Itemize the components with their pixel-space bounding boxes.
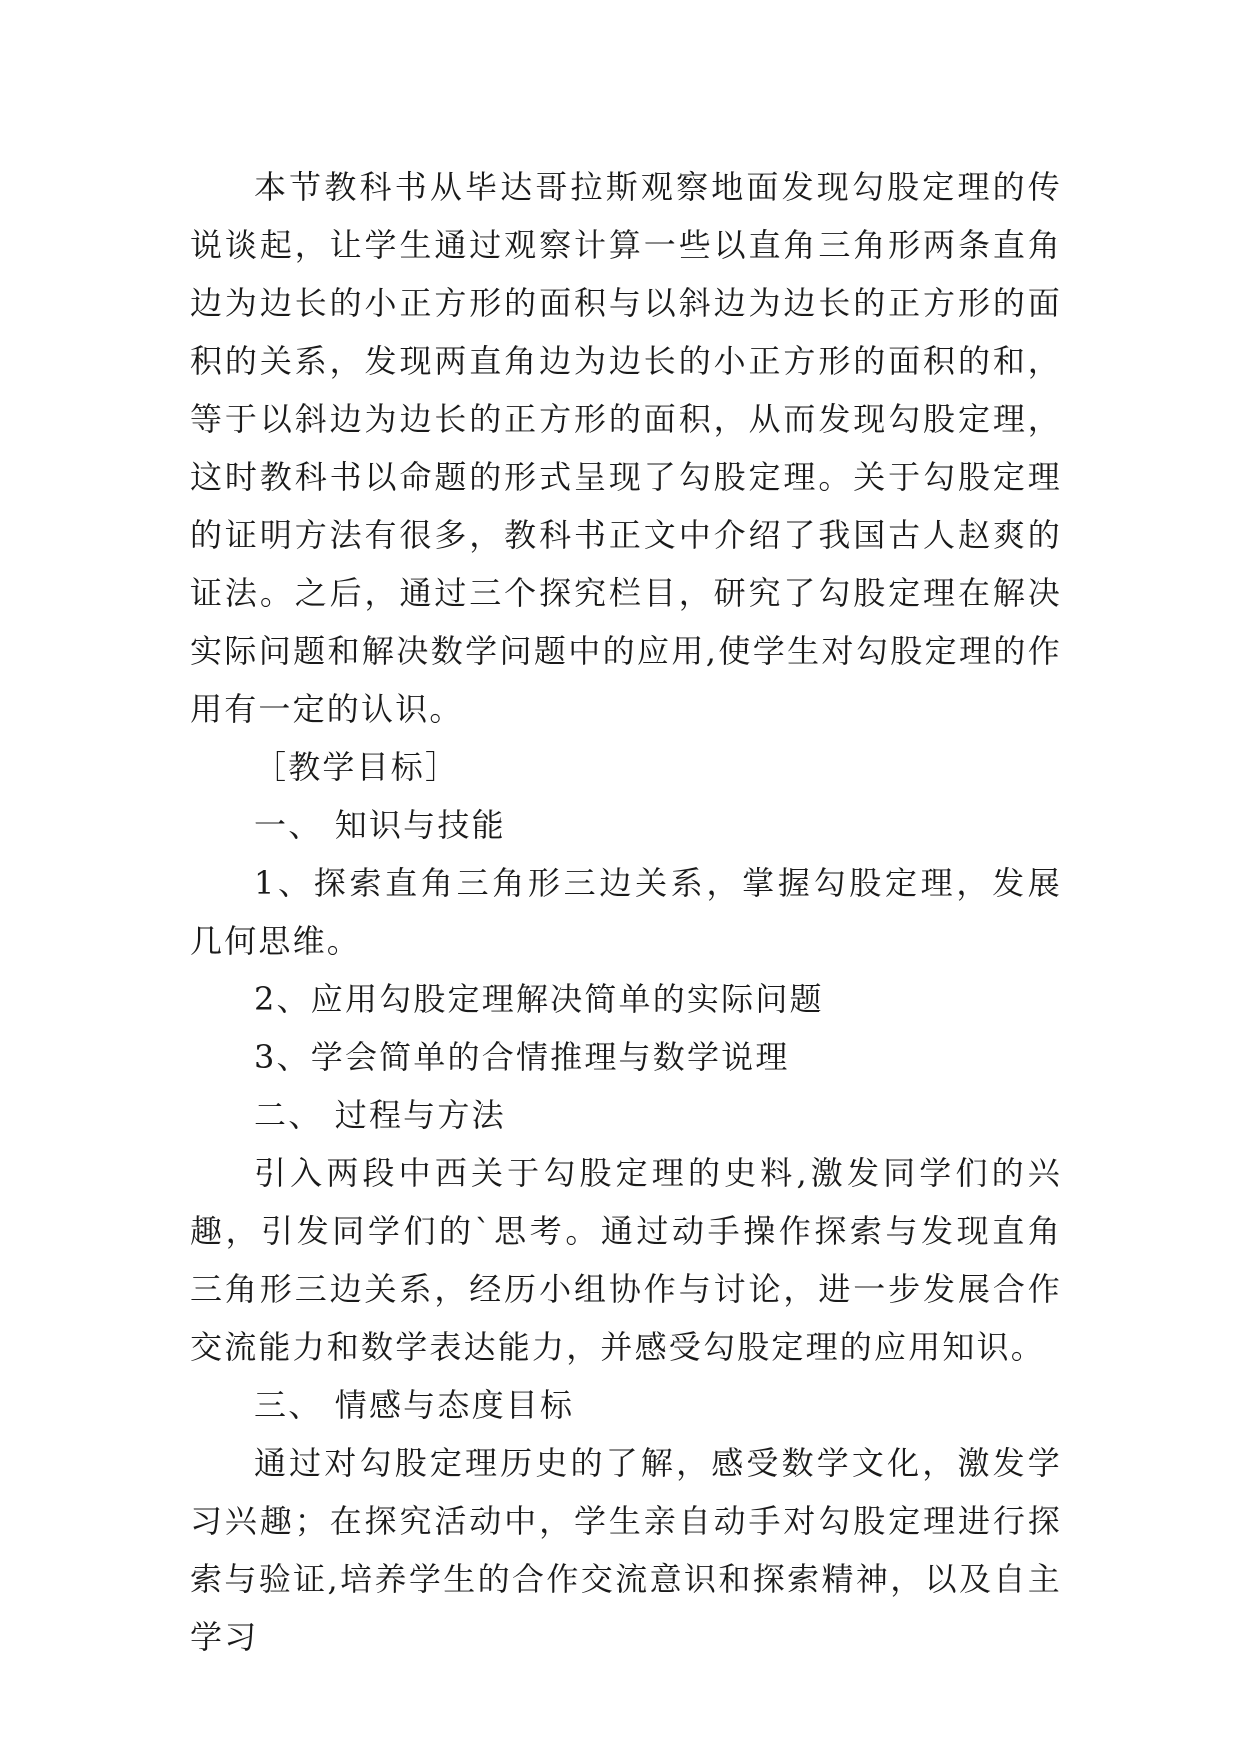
goal-item-2: 2、应用勾股定理解决简单的实际问题 xyxy=(254,980,824,1018)
emotion-paragraph: 通过对勾股定理历史的了解，感受数学文化，激发学习兴趣；在探究活动中，学生亲自动手对勾股定理进行探索与验证,培养学生的合作交流意识和探索精神，以及自主学习 xyxy=(190,1444,1062,1656)
goal-item-3: 3、学会简单的合情推理与数学说理 xyxy=(254,1038,790,1076)
subheading-knowledge-skills: 一、 知识与技能 xyxy=(254,806,506,844)
intro-paragraph: 本节教科书从毕达哥拉斯观察地面发现勾股定理的传说谈起，让学生通过观察计算一些以直角三角形两条直角边为边长的小正方形的面积与以斜边为边长的正方形的面积的关系，发现两直角边为边长的小正方形的面积的和，等于以斜边为边长的正方形的面积，从而发现勾股定理，这时教科书以命题的形式呈现了勾股定理。关于勾股定理的证明方法有很多，教科书正文中介绍了我国古人赵爽的证法。之后，通过三个探究栏目，研究了勾股定理在解决实际问题和解决数学问题中的应用,使学生对勾股定理的作用有一定的认识。 xyxy=(190,168,1062,728)
subheading-emotion-attitude: 三、 情感与态度目标 xyxy=(254,1386,575,1424)
section-heading-teaching-goals: ［教学目标］ xyxy=(254,748,460,786)
document-body xyxy=(190,158,1062,1666)
goal-item-1: 1、探索直角三角形三边关系，掌握勾股定理，发展几何思维。 xyxy=(190,864,1062,960)
process-paragraph: 引入两段中西关于勾股定理的史料,激发同学们的兴趣，引发同学们的`思考。通过动手操作探索与发现直角三角形三边关系，经历小组协作与讨论，进一步发展合作交流能力和数学表达能力，并感受勾股定理的应用知识。 xyxy=(190,1154,1062,1366)
subheading-process-method: 二、 过程与方法 xyxy=(254,1096,506,1134)
